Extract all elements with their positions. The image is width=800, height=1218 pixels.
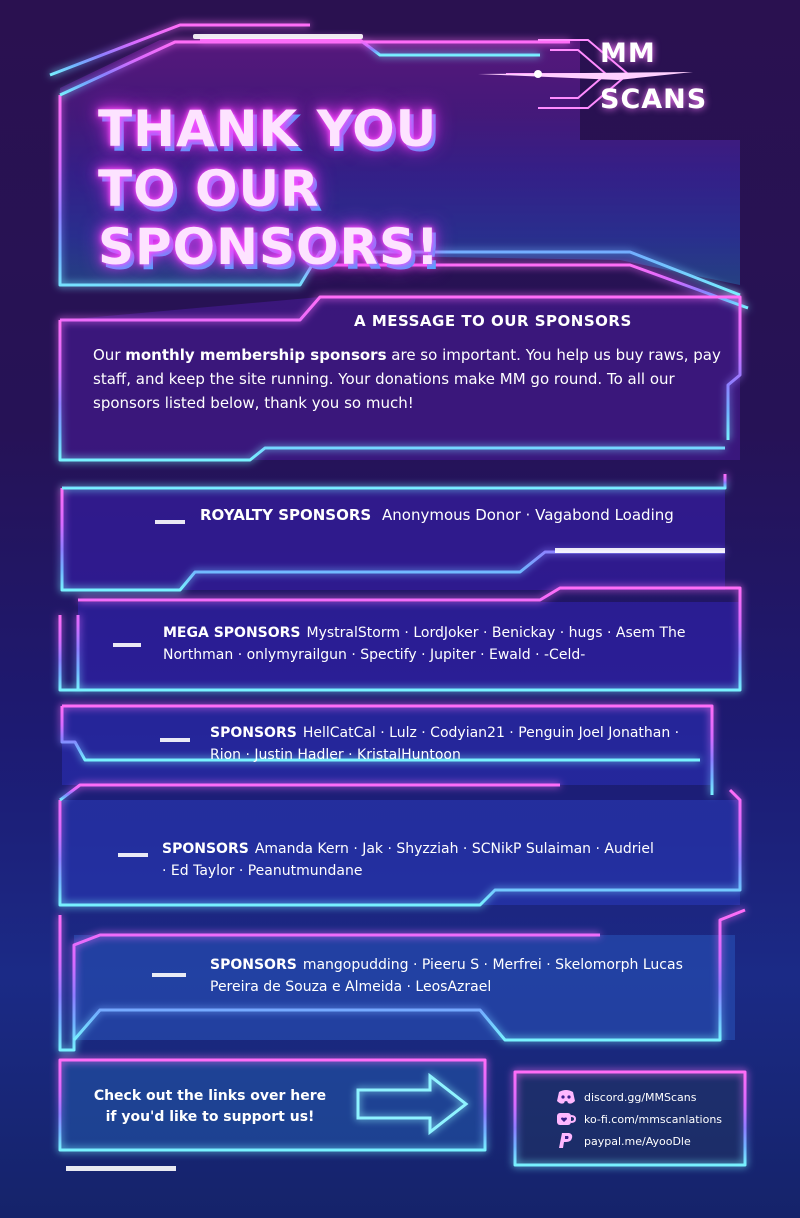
mega-sponsors [163, 622, 723, 666]
message-body [93, 343, 733, 415]
royalty-sponsors [200, 504, 690, 526]
discord-icon [556, 1088, 576, 1106]
discord-link[interactable] [556, 1086, 756, 1108]
message-rest: are so important. You help us buy raws, pay staff, and keep the site running. Your donations make MM go round. To all our sponsors listed below, thank you so much! [93, 346, 721, 412]
brand-line-1: MM [600, 38, 656, 69]
tier-label: SPONSORS [210, 957, 297, 973]
message-intro: Our [93, 346, 126, 364]
kofi-link-text: ko-fi.com/mmscanlations [584, 1112, 723, 1126]
message-heading: A MESSAGE TO OUR SPONSORS [354, 312, 632, 330]
tier-names: Amanda Kern · Jak · Shyzziah · SCNikP Sulaiman · Audriel · Ed Taylor · Peanutmundane [162, 841, 654, 879]
message-emphasis: monthly membership sponsors [125, 346, 387, 364]
paypal-link-text: paypal.me/AyooDle [584, 1134, 691, 1148]
sponsors-group-3 [210, 954, 710, 998]
support-call-to-action [70, 1086, 350, 1128]
tier-names: Anonymous Donor · Vagabond Loading [382, 506, 674, 524]
tier-names: mangopudding · Pieeru S · Merfrei · Skelomorph Lucas Pereira de Souza e Almeida · LeosAzrael [210, 957, 683, 995]
cta-line-1: Check out the links over here [93, 1088, 327, 1104]
paypal-icon [556, 1132, 576, 1150]
discord-link-text: discord.gg/MMScans [584, 1090, 697, 1104]
tier-names: MystralStorm · LordJoker · Benickay · hugs · Asem The Northman · onlymyrailgun · Spectify · Jupiter · Ewald · -Celd- [163, 625, 686, 663]
sponsors-group-2 [162, 838, 662, 882]
paypal-link[interactable] [556, 1130, 756, 1152]
tier-label: MEGA SPONSORS [163, 625, 301, 641]
support-links [556, 1086, 756, 1152]
kofi-link[interactable] [556, 1108, 756, 1130]
page-title-line-2: TO OUR SPONSORS! [98, 160, 440, 276]
kofi-icon [556, 1110, 576, 1128]
tier-label: SPONSORS [162, 841, 249, 857]
tier-names: HellCatCal · Lulz · Codyian21 · Penguin Joel Jonathan · Rion · Justin Hadler · KristalHuntoon [210, 725, 680, 763]
cta-line-2: if you'd like to support us! [105, 1109, 315, 1125]
brand-line-2: SCANS [600, 84, 708, 115]
page-title-line-1: THANK YOU [98, 100, 438, 158]
sponsors-group-1 [210, 722, 690, 766]
tier-label: SPONSORS [210, 725, 297, 741]
tier-label: ROYALTY SPONSORS [200, 506, 372, 524]
